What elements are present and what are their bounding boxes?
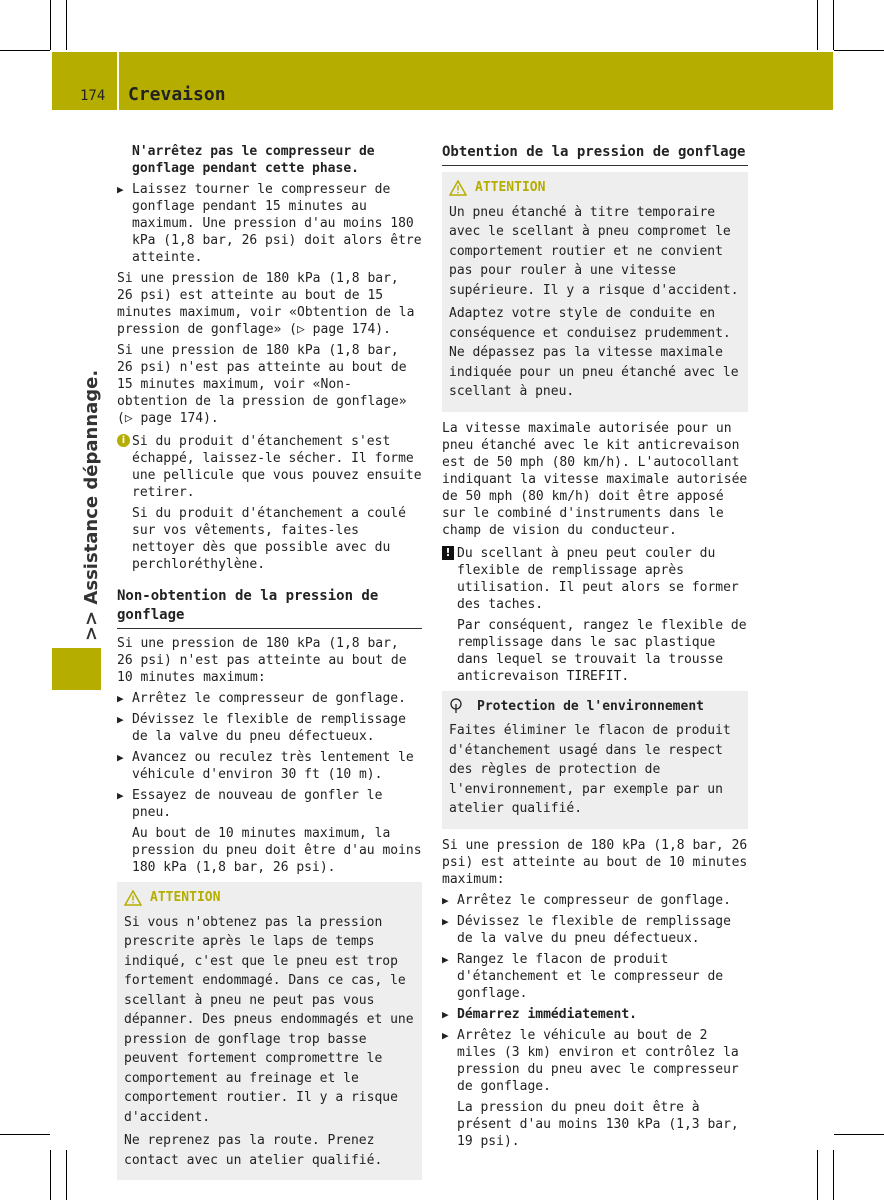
list-item: ▶ Démarrez immédiatement. <box>442 1006 638 1022</box>
crop-mark <box>817 1150 818 1200</box>
crop-mark <box>0 50 50 51</box>
list-item: ▶ Dévissez le flexible de remplissage de la valve du pneu défectueux. <box>442 913 731 946</box>
paragraph: Si une pression de 180 kPa (1,8 bar, 26 psi) est atteinte au bout de 10 minutes maximum: <box>442 837 748 887</box>
arrow-bullet-icon: ▶ <box>442 893 449 907</box>
warning-title: ATTENTION <box>475 180 546 195</box>
warning-title: ATTENTION <box>150 890 221 905</box>
list-item: ▶ Dévissez le flexible de remplissage de la valve du pneu défectueux. <box>117 712 406 744</box>
list-item: ▶ Arrêtez le compresseur de gonflage. <box>117 691 406 706</box>
warning-box: ATTENTION Un pneu étanché à titre temporaire avec le scellant à pneu compromet le comportement routier et ne convient pas pour rouler à une vitesse supérieure. Il y a risque d'accident. Adaptez votre style de conduite en conséquence et conduisez prudemment. Ne dépassez pas la vitesse maximale indiquée pour un pneu étanché avec le scellant à pneu. <box>442 172 748 412</box>
crop-mark <box>50 1150 51 1200</box>
paragraph: Si une pression de 180 kPa (1,8 bar, 26 psi) n'est pas atteinte au bout de 15 minutes maximum, voir «Non-obtention de la pression de gonflage» (▷ page 174). <box>117 343 407 426</box>
page-number: 174 <box>80 88 106 104</box>
list-item: ▶ Laissez tourner le compresseur de gonflage pendant 15 minutes au maximum. Une pression d'au moins 180 kPa (1,8 bar, 26 psi) doit alors être atteinte. <box>117 182 422 265</box>
crop-mark <box>834 1134 884 1135</box>
paragraph: Si une pression de 180 kPa (1,8 bar, 26 psi) est atteinte au bout de 15 minutes maximum, voir «Obtention de la pression de gonflage» (▷ page 174). <box>117 271 415 337</box>
crop-mark <box>66 1150 67 1200</box>
list-item: ▶ Rangez le flacon de produit d'étanchement et le compresseur de gonflage. <box>442 951 724 1001</box>
paragraph: La pression du pneu doit être à présent d'au moins 130 kPa (1,3 bar, 19 psi). <box>457 1099 739 1149</box>
arrow-bullet-icon: ▶ <box>117 183 124 196</box>
info-icon: i <box>117 434 130 447</box>
crop-mark <box>833 0 834 50</box>
intro-bold: N'arrêtez pas le compresseur de gonflage pendant cette phase. <box>132 144 375 176</box>
crop-mark <box>833 1150 834 1200</box>
environment-leaf-icon <box>449 698 463 714</box>
list-item: ▶ Avancez ou reculez très lentement le véhicule d'environ 30 ft (10 m). <box>117 750 414 782</box>
section-heading: Non-obtention de la pression de gonflage <box>117 587 422 629</box>
crop-mark <box>50 0 51 50</box>
environment-title: Protection de l'environnement <box>477 698 704 714</box>
crop-mark <box>834 50 884 51</box>
warning-triangle-icon <box>124 890 142 906</box>
crop-mark <box>817 0 818 50</box>
arrow-bullet-icon: ▶ <box>442 1028 449 1042</box>
paragraph: La vitesse maximale autorisée pour un pneu étanché avec le kit anticrevaison est de 50 mph (80 km/h). L'autocollant indiquant la vitesse maximale autorisée de 50 mph (80 km/h) doit être apposé sur le combiné d'instruments dans le champ de vision du conducteur. <box>442 420 748 538</box>
section-tab <box>52 648 101 690</box>
arrow-bullet-icon: ▶ <box>442 914 449 928</box>
arrow-bullet-icon: ▶ <box>117 751 124 764</box>
warning-box: ATTENTION Si vous n'obtenez pas la pression prescrite après le laps de temps indiqué, c'est que le pneu est trop fortement endommagé. Dans ce cas, le scellant à pneu ne peut pas vous dépanner. Des pneus endommagés et une pression de gonflage trop basse peuvent fortement compromettre le comportement au freinage et le comportement routier. Il y a risque d'accident. Ne reprenez pas la route. Prenez contact avec un atelier qualifié. <box>117 882 422 1180</box>
section-heading: Obtention de la pression de gonflage <box>442 143 748 166</box>
paragraph: Au bout de 10 minutes maximum, la pression du pneu doit être d'au moins 180 kPa (1,8 bar, 26 psi). <box>132 826 422 875</box>
header-separator <box>117 52 119 110</box>
list-item: ▶ Arrêtez le véhicule au bout de 2 miles (3 km) environ et contrôlez la pression du pneu avec le compresseur de gonflage. <box>442 1027 739 1094</box>
section-side-label: >> Assistance dépannage. <box>81 369 102 641</box>
arrow-bullet-icon: ▶ <box>442 952 449 966</box>
crop-mark <box>0 1134 50 1135</box>
exclamation-icon: ! <box>442 546 454 560</box>
arrow-bullet-icon: ▶ <box>117 692 124 705</box>
list-item: ▶ Essayez de nouveau de gonfler le pneu. <box>117 788 383 820</box>
crop-mark <box>66 0 67 50</box>
paragraph: Si une pression de 180 kPa (1,8 bar, 26 psi) n'est pas atteinte au bout de 10 minutes maximum: <box>117 636 407 685</box>
warning-triangle-icon <box>449 180 467 196</box>
caution-note: ! Du scellant à pneu peut couler du flexible de remplissage après utilisation. Il peut alors se former des taches. Par conséquent, rangez le flexible de remplissage dans le sac plastique dans lequel se trouvait la trousse anticrevaison TIREFIT. <box>442 545 748 685</box>
info-note: i Si du produit d'étanchement s'est échappé, laissez-le sécher. Il forme une pellicule que vous pouvez ensuite retirer. Si du produit d'étanchement a coulé sur vos vêtements, faites-les nettoyer dès que possible avec du perchloréthylène. <box>117 433 422 573</box>
arrow-bullet-icon: ▶ <box>442 1007 449 1021</box>
list-item: ▶ Arrêtez le compresseur de gonflage. <box>442 892 731 908</box>
right-column <box>442 143 748 1154</box>
arrow-bullet-icon: ▶ <box>117 789 124 802</box>
environment-box: Protection de l'environnement Faites éliminer le flacon de produit d'étanchement usagé dans le respect des règles de protection de l'environnement, par exemple par un atelier qualifié. <box>442 691 748 829</box>
arrow-bullet-icon: ▶ <box>117 713 124 726</box>
chapter-title: Crevaison <box>128 84 226 105</box>
left-column <box>117 143 422 1188</box>
